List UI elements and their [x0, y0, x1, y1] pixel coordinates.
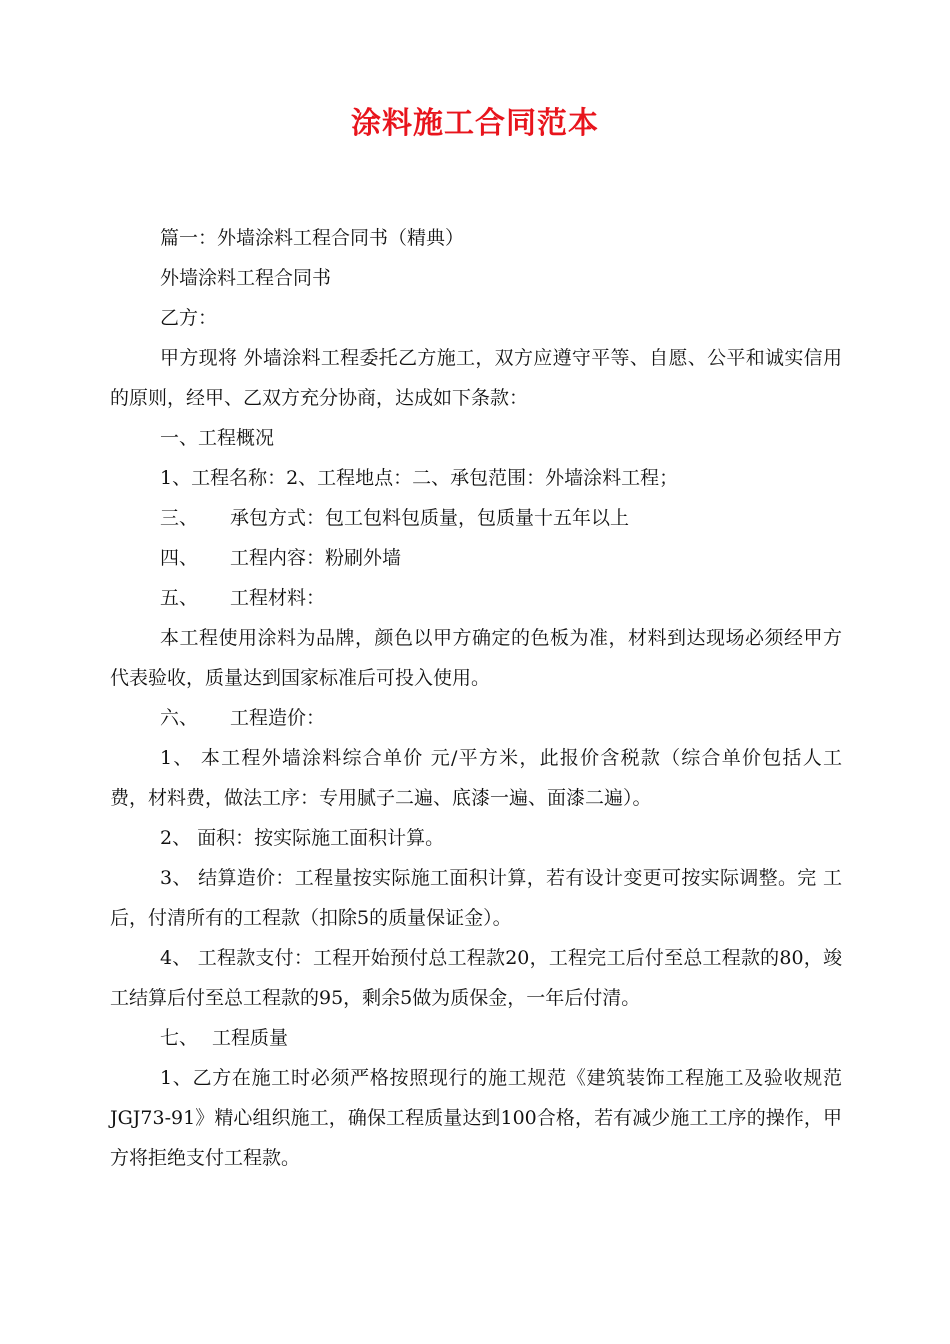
- clause-4-text: 工程内容：粉刷外墙: [230, 547, 402, 569]
- clause-4: [110, 538, 842, 578]
- quality-item-1: 1、乙方在施工时必须严格按照现行的施工规范《建筑装饰工程施工及验收规范JGJ73-91》精心组织施工，确保工程质量达到100合格，若有减少施工工序的操作，甲方将拒绝支付工程款。: [110, 1067, 842, 1169]
- clause-3: [110, 498, 842, 538]
- clause-3-text: 承包方式：包工包料包质量，包质量十五年以上: [230, 507, 630, 529]
- price-item-1: 1、 本工程外墙涂料综合单价 元/平方米，此报价含税款（综合单价包括人工 费，材料费，做法工序：专用腻子二遍、底漆一遍、面漆二遍）。: [110, 747, 842, 809]
- clause-5: [110, 578, 842, 618]
- price-item-2: 2、 面积：按实际施工面积计算。: [160, 827, 445, 849]
- clause-4-number: 四、: [160, 547, 199, 569]
- clause-6-text: 工程造价：: [230, 707, 326, 729]
- intro-paragraph: 甲方现将 外墙涂料工程委托乙方施工，双方应遵守平等、自愿、公平和诚实信用的原则，经甲、乙双方充分协商，达成如下条款：: [110, 347, 842, 409]
- clause-5-text: 工程材料：: [230, 587, 326, 609]
- clause-7-number: 七、: [160, 1027, 199, 1049]
- clause-5-number: 五、: [160, 587, 199, 609]
- party-b-line: 乙方：: [160, 307, 218, 329]
- price-item-3: 3、 结算造价：工程量按实际施工面积计算，若有设计变更可按实际调整。完 工后，付清所有的工程款（扣除5的质量保证金）。: [110, 867, 842, 929]
- clause-6: [110, 698, 842, 738]
- section-heading: 篇一：外墙涂料工程合同书（精典）: [160, 227, 465, 249]
- clause-1-details: 1、工程名称：2、工程地点：二、承包范围：外墙涂料工程；: [160, 467, 679, 489]
- contract-name: 外墙涂料工程合同书: [160, 267, 332, 289]
- clause-6-number: 六、: [160, 707, 199, 729]
- document-body: [110, 218, 842, 1178]
- document-title: 涂料施工合同范本: [351, 106, 599, 141]
- clause-3-number: 三、: [160, 507, 199, 529]
- materials-paragraph: 本工程使用涂料为品牌，颜色以甲方确定的色板为准，材料到达现场必须经甲方代表验收，质量达到国家标准后可投入使用。: [110, 627, 842, 689]
- price-item-4: 4、 工程款支付：工程开始预付总工程款20，工程完工后付至总工程款的80，竣工结算后付至总工程款的95，剩余5做为质保金，一年后付清。: [110, 947, 842, 1009]
- clause-7: [110, 1018, 842, 1058]
- clause-1-heading: 一、工程概况: [160, 427, 275, 449]
- clause-7-text: 工程质量: [212, 1027, 289, 1049]
